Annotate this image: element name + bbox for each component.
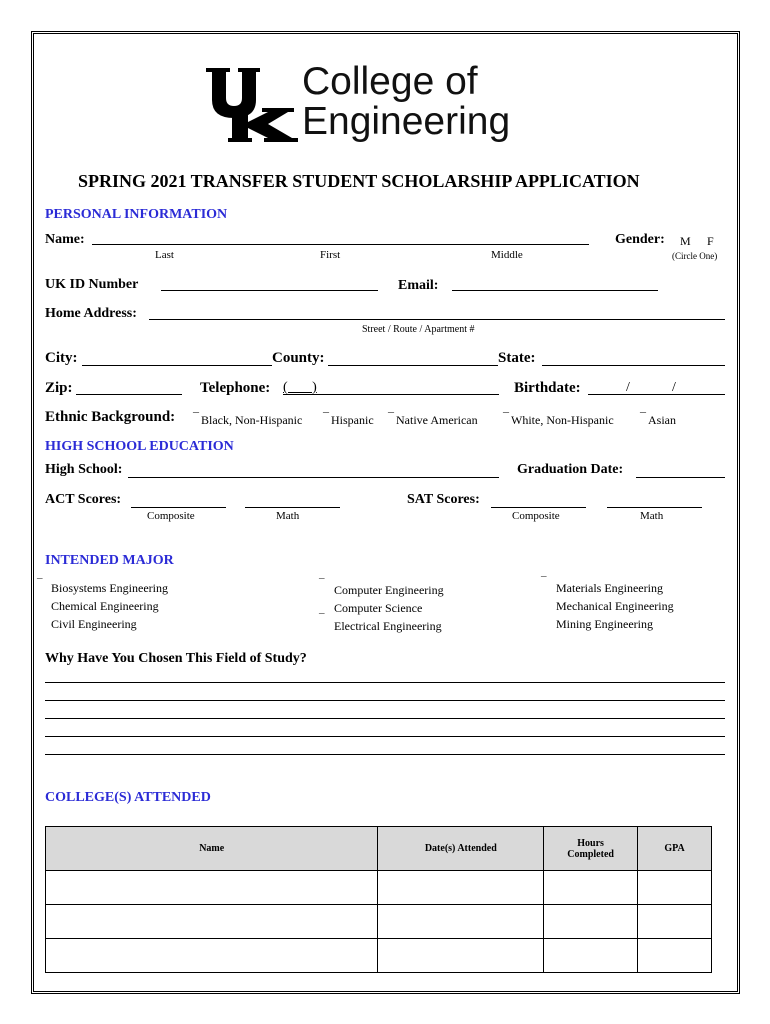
email-field[interactable]: [452, 290, 658, 291]
act-math-field[interactable]: [245, 507, 340, 508]
city-field[interactable]: [82, 365, 272, 366]
cell-name[interactable]: [46, 871, 378, 905]
checkbox-icon: ¯: [640, 410, 646, 424]
major-column-1: [51, 579, 168, 633]
ethnic-option-black[interactable]: ¯ Black, Non-Hispanic: [193, 410, 303, 427]
major-option-biosystems[interactable]: Biosystems Engineering: [51, 581, 168, 595]
why-line-4[interactable]: [45, 736, 725, 737]
major-option-computer-eng[interactable]: Computer Engineering: [334, 583, 444, 597]
major-column-2: [334, 581, 444, 635]
name-middle-hint: Middle: [491, 249, 523, 261]
zip-label: Zip:: [45, 380, 73, 396]
cell-dates[interactable]: [378, 871, 544, 905]
birthdate-field[interactable]: [588, 394, 725, 395]
colleges-table: [45, 826, 712, 973]
graduation-label: Graduation Date:: [517, 462, 624, 477]
gender-m-option[interactable]: M: [680, 234, 691, 248]
name-label: Name:: [45, 232, 85, 247]
major-column-3: [556, 579, 674, 633]
why-label: Why Have You Chosen This Field of Study?: [45, 651, 307, 666]
uk-monogram-icon: [206, 62, 298, 142]
birthdate-sep-2: /: [672, 380, 676, 395]
section-personal-heading: PERSONAL INFORMATION: [45, 207, 228, 222]
sat-math-hint: Math: [640, 510, 664, 522]
gender-hint: (Circle One): [672, 251, 718, 261]
college-logo: [206, 62, 546, 148]
sat-composite-hint: Composite: [512, 510, 560, 522]
major-group-2-checkbox-icon[interactable]: ¯: [319, 577, 325, 589]
state-field[interactable]: [542, 365, 725, 366]
major-option-chemical[interactable]: Chemical Engineering: [51, 599, 159, 613]
highschool-label: High School:: [45, 462, 123, 477]
gender-f-option[interactable]: F: [707, 234, 714, 248]
logo-line2: Engineering: [302, 100, 511, 143]
telephone-label: Telephone:: [200, 380, 271, 396]
cell-name[interactable]: [46, 905, 378, 939]
graduation-field[interactable]: [636, 477, 725, 478]
cell-hours[interactable]: [544, 939, 638, 973]
section-colleges-heading: COLLEGE(S) ATTENDED: [45, 790, 211, 805]
name-first-hint: First: [320, 249, 341, 261]
telephone-area-code[interactable]: ( ): [283, 380, 317, 395]
sat-label: SAT Scores:: [407, 492, 480, 507]
checkbox-icon: ¯: [503, 410, 509, 424]
cell-hours[interactable]: [544, 871, 638, 905]
checkbox-icon: ¯: [388, 410, 394, 424]
col-header-gpa: GPA: [638, 827, 712, 871]
major-option-mechanical[interactable]: Mechanical Engineering: [556, 599, 674, 613]
cell-gpa[interactable]: [638, 905, 712, 939]
telephone-field[interactable]: [283, 394, 499, 395]
address-field[interactable]: [149, 319, 725, 320]
address-hint: Street / Route / Apartment #: [362, 324, 475, 335]
col-header-hours: Hours Completed: [544, 827, 638, 871]
cell-hours[interactable]: [544, 905, 638, 939]
section-major-heading: INTENDED MAJOR: [45, 553, 174, 568]
major-option-materials[interactable]: Materials Engineering: [556, 581, 663, 595]
col-header-dates: Date(s) Attended: [378, 827, 544, 871]
table-row: [46, 939, 712, 973]
address-label: Home Address:: [45, 306, 137, 321]
section-highschool-heading: HIGH SCHOOL EDUCATION: [45, 439, 234, 454]
major-option-civil[interactable]: Civil Engineering: [51, 617, 137, 631]
table-row: [46, 905, 712, 939]
ethnic-label: Ethnic Background:: [45, 409, 176, 425]
major-group-3-checkbox-icon[interactable]: ¯: [541, 575, 547, 587]
county-label: County:: [272, 350, 325, 366]
table-header-row: [46, 827, 712, 871]
act-composite-hint: Composite: [147, 510, 195, 522]
why-line-5[interactable]: [45, 754, 725, 755]
birthdate-sep-1: /: [626, 380, 630, 395]
act-label: ACT Scores:: [45, 492, 122, 507]
ethnic-option-native-american[interactable]: ¯ Native American: [388, 410, 478, 427]
cell-gpa[interactable]: [638, 871, 712, 905]
sat-math-field[interactable]: [607, 507, 702, 508]
ukid-label: UK ID Number: [45, 277, 139, 292]
form-title: SPRING 2021 TRANSFER STUDENT SCHOLARSHIP APPLICATION: [78, 171, 640, 191]
ukid-field[interactable]: [161, 290, 378, 291]
major-option-electrical[interactable]: Electrical Engineering: [334, 619, 442, 633]
major-group-1-checkbox-icon[interactable]: ¯: [37, 577, 43, 589]
gender-label: Gender:: [615, 232, 665, 247]
major-group-2b-checkbox-icon[interactable]: ¯: [319, 612, 325, 624]
checkbox-icon: ¯: [193, 410, 199, 424]
state-label: State:: [498, 350, 536, 366]
email-label: Email:: [398, 278, 439, 293]
cell-dates[interactable]: [378, 905, 544, 939]
checkbox-icon: ¯: [323, 410, 329, 424]
zip-field[interactable]: [76, 394, 182, 395]
sat-composite-field[interactable]: [491, 507, 586, 508]
highschool-field[interactable]: [128, 477, 499, 478]
cell-dates[interactable]: [378, 939, 544, 973]
act-math-hint: Math: [276, 510, 300, 522]
major-option-mining[interactable]: Mining Engineering: [556, 617, 653, 631]
why-line-1[interactable]: [45, 682, 725, 683]
table-row: [46, 871, 712, 905]
city-label: City:: [45, 350, 78, 366]
logo-line1: College of: [302, 60, 478, 103]
act-composite-field[interactable]: [131, 507, 226, 508]
ethnic-option-asian[interactable]: ¯ Asian: [640, 410, 676, 427]
why-line-3[interactable]: [45, 718, 725, 719]
name-field[interactable]: [92, 244, 589, 245]
cell-name[interactable]: [46, 939, 378, 973]
cell-gpa[interactable]: [638, 939, 712, 973]
ethnic-option-white[interactable]: ¯ White, Non-Hispanic: [503, 410, 614, 427]
col-header-name: Name: [46, 827, 378, 871]
major-option-computer-sci[interactable]: Computer Science: [334, 601, 423, 615]
logo-text: [302, 62, 510, 142]
why-line-2[interactable]: [45, 700, 725, 701]
county-field[interactable]: [328, 365, 498, 366]
birthdate-label: Birthdate:: [514, 380, 581, 396]
name-last-hint: Last: [155, 249, 174, 261]
ethnic-option-hispanic[interactable]: ¯ Hispanic: [323, 410, 374, 427]
